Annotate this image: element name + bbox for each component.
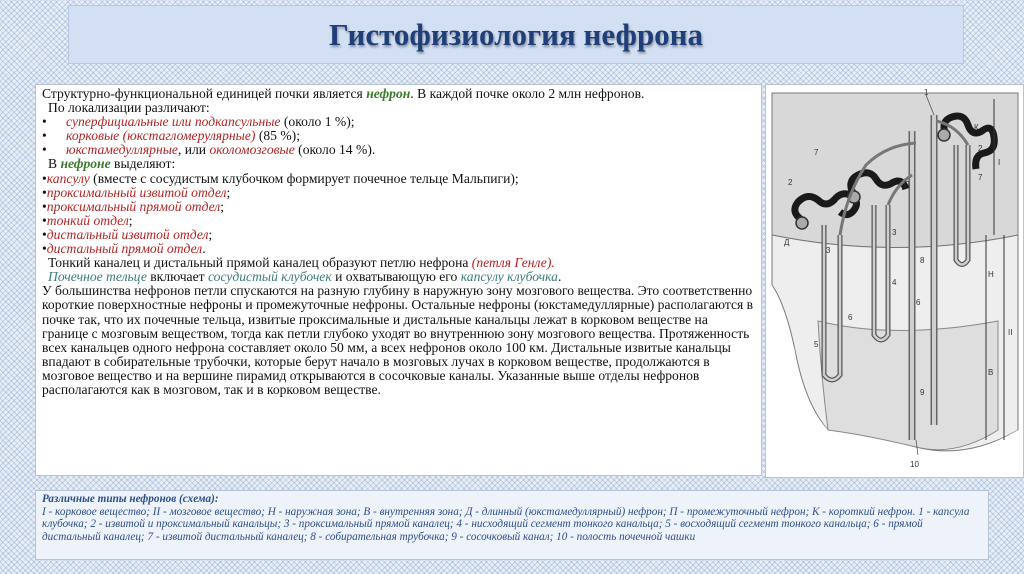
parts-text: В — [48, 156, 61, 172]
location-rest: (85 %); — [255, 128, 300, 144]
part-punct: ; — [208, 226, 213, 242]
intro-text: Структурно-функциональной единицей почки является — [42, 86, 367, 101]
location-item-1 — [42, 115, 755, 129]
label-8: 8 — [920, 256, 925, 265]
location-item-2 — [42, 129, 755, 143]
part-item-5 — [42, 228, 755, 242]
body-paragraph — [42, 270, 755, 284]
term-renal-corpuscle: Почечное тельце — [48, 269, 147, 285]
label-5: 5 — [814, 340, 819, 349]
body-text: включает — [146, 269, 208, 285]
label-inner-zone: В — [988, 368, 994, 377]
body-punct: . — [557, 269, 562, 285]
nephron-diagram-panel — [765, 84, 1024, 478]
title-bar — [68, 5, 964, 64]
part-punct: ; — [226, 184, 231, 200]
term-nephron-2: нефроне — [60, 156, 111, 172]
nephron-diagram — [766, 85, 1024, 478]
text-panel — [35, 84, 762, 476]
label-2-right: 2 — [978, 144, 983, 153]
term-henle-loop: (петля Генле). — [471, 255, 555, 271]
part-term: проксимальный прямой отдел — [46, 198, 221, 214]
by-location-heading: По локализации различают: — [48, 100, 210, 116]
label-outer-zone: Н — [988, 270, 994, 279]
label-3-right: 3 — [892, 228, 897, 237]
location-term: юкстамедуллярные — [66, 142, 178, 158]
part-punct: ; — [220, 198, 225, 214]
inner-medulla-region — [818, 321, 998, 450]
part-item-2 — [42, 186, 755, 200]
label-10: 10 — [910, 460, 919, 469]
label-3: 3 — [826, 246, 831, 255]
bullet-icon: • — [42, 114, 47, 130]
label-7-right: 7 — [978, 173, 983, 182]
bullet-icon: • — [42, 184, 47, 200]
part-item-6 — [42, 242, 755, 256]
part-rest: (вместе с сосудистым клубочком формирует почечное тельце Мальпиги); — [89, 170, 519, 186]
label-long-nephron: Д — [784, 238, 790, 247]
part-item-3 — [42, 200, 755, 214]
term-capsule: капсулу клубочка — [460, 269, 558, 285]
bullet-icon: • — [42, 198, 47, 214]
label-short-nephron: К — [974, 123, 979, 132]
glomerular-capsule-short — [938, 129, 950, 141]
location-term: суперфициальные или подкапсульные — [66, 114, 281, 130]
part-term: проксимальный извитой отдел — [46, 184, 227, 200]
location-rest: (около 14 %). — [294, 142, 376, 158]
glomerular-capsule-long — [796, 217, 808, 229]
figure-caption — [35, 490, 989, 560]
label-2: 2 — [788, 178, 793, 187]
part-item-4 — [42, 214, 755, 228]
location-rest: (около 1 %); — [280, 114, 355, 130]
part-item-1 — [42, 172, 755, 186]
location-term-2: околомозговые — [209, 142, 295, 158]
page-title: Гистофизиология нефрона — [328, 16, 704, 52]
part-term: дистальный прямой отдел — [46, 241, 203, 257]
label-4: 4 — [892, 278, 897, 287]
location-mid: , или — [177, 142, 210, 158]
bullet-icon: • — [42, 170, 47, 186]
label-7: 7 — [814, 148, 819, 157]
label-6-right: 6 — [916, 298, 921, 307]
term-glomerulus: сосудистый клубочек — [207, 269, 332, 285]
label-1: 1 — [924, 88, 929, 97]
parts-heading — [42, 157, 755, 171]
part-punct: ; — [128, 212, 133, 228]
intro-text-end: . В каждой почке около 2 млн нефронов. — [410, 86, 645, 101]
part-term: дистальный извитой отдел — [46, 226, 209, 242]
label-9: 9 — [920, 388, 925, 397]
part-term: тонкий отдел — [46, 212, 129, 228]
cortex-region — [772, 93, 1018, 248]
bullet-icon: • — [42, 142, 47, 158]
term-nephron: нефрон — [366, 86, 411, 101]
bullet-icon: • — [42, 241, 47, 257]
bullet-icon: • — [42, 226, 47, 242]
label-6: 6 — [848, 313, 853, 322]
main-paragraph: У большинства нефронов петли спускаются на разную глубину в наружную зону мозгового вещества. Это соответственно короткие поверхностные нефроны и промежуточные нефроны. Остальные нефроны (юкстамедуллярные) располагаются в почке так, что их почечные тельца, извитые проксимальные и дистальные канальцы лежат в корковом веществе на границе с мозговым веществом, тогда как петли глубоко уходят во внутреннюю зону мозгового вещества. Протяженность всех канальцев одного нефрона составляет около 50 мм, а всех нефронов около 100 км. Дистальные извитые канальцы впадают в собирательные трубочки, которые берут начало в мозговых лучах в корковом веществе, продолжаются в мозговое вещество и на вершине пирамид открываются в сосочковые каналы. Указанные выше отделы нефронов располагаются как в мозговом, так и в корковом веществе. — [42, 283, 754, 397]
label-cortex: I — [998, 158, 1001, 167]
bullet-icon: • — [42, 128, 47, 144]
bullet-icon: • — [42, 212, 47, 228]
caption-body: I - корковое вещество; II - мозговое вещество; Н - наружная зона; В - внутренняя зона; Д - длинный (юкстамедуллярный) нефрон; П - промежуточный нефрон; К - короткий нефрон. 1 - капсула клубочка; 2 - извитой и проксимальный канальцы; 3 - проксимальный прямой каналец; 4 - нисходящий сегмент тонкого канальца; 5 - восходящий сегмент тонкого канальца; 6 - прямой дистальный каналец; 7 - извитой дистальный каналец; 8 - собирательная трубочка; 9 - сосочковый канал; 10 - полость почечной чашки — [42, 505, 970, 543]
label-medulla: II — [1008, 328, 1013, 337]
part-punct: . — [202, 241, 206, 257]
location-item-3 — [42, 143, 755, 157]
caption-title: Различные типы нефронов (схема): — [42, 493, 219, 505]
location-term: корковые (юкстагломерулярные) — [66, 128, 256, 144]
body-text-2: и охватывающую его — [331, 269, 461, 285]
parts-text-end: выделяют: — [110, 156, 176, 172]
loop-paragraph — [42, 256, 755, 270]
part-term: капсулу — [46, 170, 90, 186]
loop-text: Тонкий каналец и дистальный прямой каналец образуют петлю нефрона — [48, 255, 472, 271]
intro-paragraph — [42, 87, 755, 101]
label-intermediate-nephron: П — [904, 180, 910, 189]
